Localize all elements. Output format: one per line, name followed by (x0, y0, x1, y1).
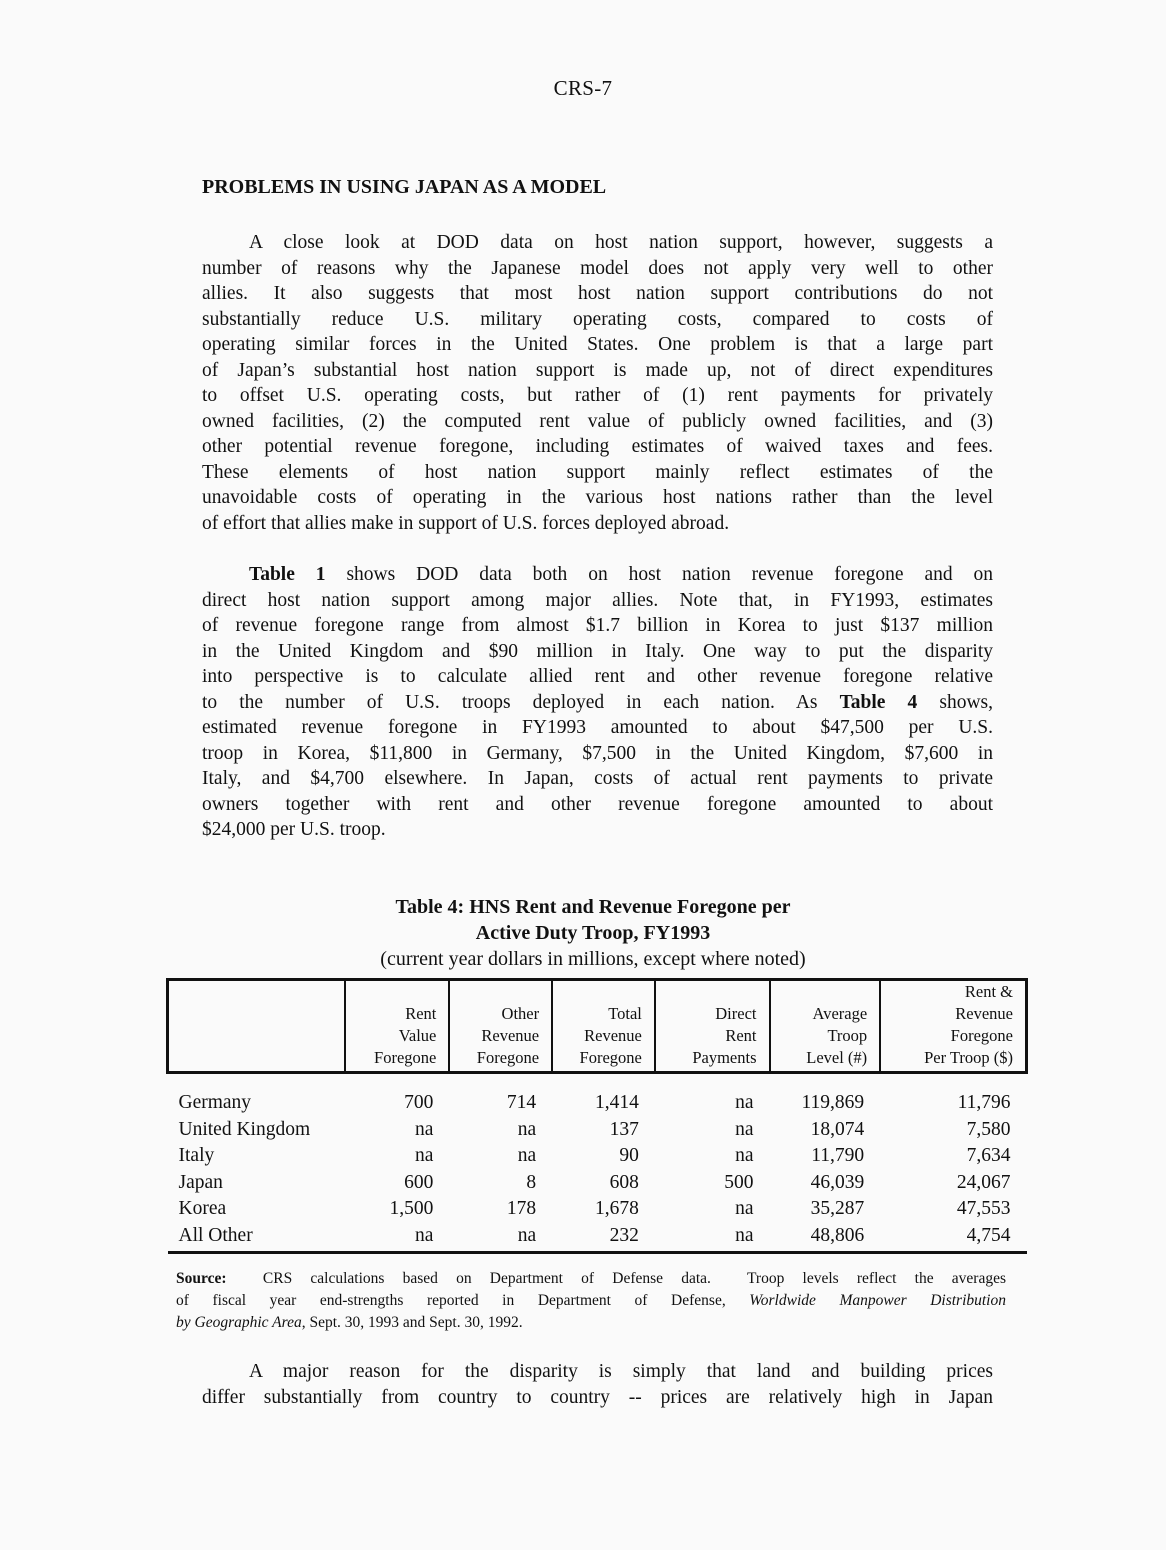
column-header (345, 980, 450, 1073)
value-cell-other-revenue: 714 (506, 1092, 537, 1113)
paragraph-line: of Japan’s substantial host nation support is made up, not of direct expenditures (202, 359, 993, 381)
country-cell: Japan (178, 1171, 223, 1193)
value-cell-troop-level: 48,806 (770, 1223, 881, 1253)
column-header (168, 980, 345, 1073)
value-cell-direct-rent: na (735, 1198, 754, 1219)
value-cell-rent-value: 700 (404, 1092, 434, 1113)
table-reference: Table 1 (249, 564, 326, 585)
value-cell-total-revenue: 1,678 (594, 1198, 639, 1219)
value-cell-direct-rent: na (735, 1145, 754, 1166)
value-cell-per-troop: 11,796 (957, 1092, 1011, 1113)
column-header-line: Other (501, 1004, 540, 1023)
column-header (552, 980, 655, 1073)
column-header (655, 980, 770, 1073)
value-cell-total-revenue: 232 (552, 1223, 655, 1253)
value-cell-direct-rent: na (655, 1223, 770, 1253)
column-header (449, 980, 552, 1073)
table-row (168, 1090, 1027, 1117)
paragraph-line: differ substantially from country to country -- prices are relatively high in Japan (202, 1386, 993, 1408)
publication-title: Worldwide Manpower Distribution (749, 1292, 1006, 1309)
value-cell-other-revenue: na (449, 1223, 552, 1253)
paragraph-line (202, 690, 993, 716)
column-header-line (775, 981, 868, 1003)
paragraph-line: in the United Kingdom and $90 million in Italy. One way to put the disparity (202, 640, 993, 662)
paragraph-line: into perspective is to calculate allied rent and other revenue foregone relative (202, 666, 993, 687)
column-header-line: Revenue (481, 1026, 540, 1045)
column-header-line (173, 981, 332, 1003)
source-text: of fiscal year end-strengths reported in Department of Defense, (176, 1292, 750, 1309)
paragraph-line: $24,000 per U.S. troop. (202, 819, 386, 840)
column-header-line: Total (608, 1004, 642, 1023)
spacer-cell (880, 1073, 1026, 1091)
table-row (168, 1143, 1027, 1170)
column-header-line: Rent (725, 1026, 757, 1045)
header-row (168, 980, 1027, 1073)
column-header-line (557, 981, 642, 1003)
value-cell-rent-value: na (414, 1118, 434, 1140)
value-cell-per-troop: 7,580 (966, 1118, 1011, 1140)
table-body (168, 1073, 1027, 1253)
paragraph-3 (202, 1359, 993, 1410)
value-cell-direct-rent: na (735, 1092, 754, 1113)
column-header-line: Foregone (374, 1048, 437, 1067)
column-header-line: Value (398, 1026, 437, 1045)
column-header-line: Rent & (964, 982, 1013, 1001)
column-header-line (454, 981, 539, 1003)
paragraph-line: owned facilities, (2) the computed rent value of publicly owned facilities, and (3) (202, 410, 993, 432)
column-header-line: Foregone (476, 1048, 540, 1067)
value-cell-troop-level: 46,039 (810, 1171, 865, 1193)
column-header-line: Foregone (950, 1026, 1013, 1045)
paragraph-text: shows DOD data both on host nation revenue foregone and on (325, 564, 994, 585)
column-header-line: Rent (405, 1004, 437, 1023)
value-cell-rent-value: na (414, 1145, 434, 1166)
value-cell-other-revenue: 8 (526, 1171, 537, 1193)
paragraph-line: Italy, and $4,700 elsewhere. In Japan, costs of actual rent payments to private (202, 768, 993, 789)
paragraph-2 (202, 562, 993, 843)
paragraph-line: allies. It also suggests that most host nation support contributions do not (202, 283, 993, 304)
country-cell: All Other (168, 1223, 345, 1253)
table-subtitle: (current year dollars in millions, except where noted) (380, 948, 806, 970)
spacer-cell (655, 1073, 770, 1091)
paragraph-line: to offset U.S. operating costs, but rather of (1) rent payments for privately (202, 385, 993, 406)
paragraph-text: to the number of U.S. troops deployed in each nation. As (202, 691, 840, 713)
paragraph-line: direct host nation support among major allies. Note that, in FY1993, estimates (202, 589, 993, 611)
table-title-line-2: Active Duty Troop, FY1993 (475, 922, 711, 944)
spacer-row (168, 1073, 1027, 1091)
value-cell-per-troop: 4,754 (880, 1223, 1026, 1253)
column-header-line (350, 981, 437, 1003)
paragraph-line: of revenue foregone range from almost $1.7 billion in Korea to just $137 million (202, 615, 993, 636)
paragraph-line: These elements of host nation support mainly reflect estimates of the (202, 461, 993, 483)
source-label: Source: (176, 1270, 227, 1287)
country-cell: Korea (178, 1198, 227, 1219)
publication-title: by Geographic Area (176, 1314, 302, 1331)
column-header-line: Payments (692, 1048, 757, 1067)
value-cell-other-revenue: 178 (506, 1198, 537, 1219)
value-cell-direct-rent: na (735, 1118, 754, 1140)
source-text: , Sept. 30, 1993 and Sept. 30, 1992. (301, 1314, 523, 1331)
table-title: Table 4: HNS Rent and Revenue Foregone per (395, 896, 791, 918)
value-cell-per-troop: 24,067 (956, 1171, 1011, 1193)
paragraph-1 (202, 230, 993, 536)
paragraph-line: of effort that allies make in support of U.S. forces deployed abroad. (202, 512, 730, 534)
table-row (168, 1196, 1027, 1223)
paragraph-line: estimated revenue foregone in FY1993 amounted to about $47,500 per U.S. (202, 717, 993, 738)
paragraph-line: unavoidable costs of operating in the various host nations rather than the level (202, 487, 993, 508)
paragraph-line (202, 562, 993, 588)
value-cell-total-revenue: 90 (619, 1145, 639, 1166)
column-header-line: Foregone (579, 1048, 642, 1067)
column-header-line: Per Troop ($) (924, 1048, 1013, 1067)
paragraph-line: A close look at DOD data on host nation support, however, suggests a (249, 232, 993, 253)
value-cell-other-revenue: na (517, 1118, 537, 1140)
column-header-line (173, 1047, 332, 1069)
value-cell-per-troop: 47,553 (956, 1198, 1011, 1219)
column-header-line: Average (812, 1004, 868, 1023)
data-table (166, 978, 1028, 1254)
spacer-cell (168, 1073, 345, 1091)
table-row (168, 1223, 1027, 1253)
column-header-line (173, 1025, 332, 1047)
spacer-cell (449, 1073, 552, 1091)
source-text: CRS calculations based on Department of Defense data. Troop levels reflect the averages (226, 1270, 1006, 1287)
value-cell-total-revenue: 1,414 (594, 1092, 639, 1113)
value-cell-direct-rent: 500 (724, 1171, 754, 1193)
column-header-line: Level (#) (806, 1048, 868, 1067)
table-row (168, 1170, 1027, 1197)
value-cell-troop-level: 18,074 (810, 1118, 865, 1140)
table-row (168, 1117, 1027, 1144)
paragraph-line: other potential revenue foregone, including estimates of waived taxes and fees. (202, 436, 993, 457)
value-cell-other-revenue: na (517, 1145, 537, 1166)
paragraph-line: number of reasons why the Japanese model does not apply very well to other (202, 257, 993, 279)
section-heading: PROBLEMS IN USING JAPAN AS A MODEL (202, 176, 607, 198)
value-cell-troop-level: 35,287 (810, 1198, 865, 1219)
column-header-line: Direct (715, 1004, 757, 1023)
paragraph-line: troop in Korea, $11,800 in Germany, $7,500 in the United Kingdom, $7,600 in (202, 742, 993, 764)
column-header (880, 980, 1026, 1073)
spacer-cell (552, 1073, 655, 1091)
spacer-cell (770, 1073, 881, 1091)
column-header-line: Troop (827, 1026, 868, 1045)
source-note (176, 1268, 1006, 1334)
paragraph-line: operating similar forces in the United States. One problem is that a large part (202, 334, 993, 355)
country-cell: Italy (178, 1145, 215, 1166)
value-cell-total-revenue: 137 (609, 1118, 639, 1140)
value-cell-per-troop: 7,634 (966, 1145, 1011, 1166)
value-cell-rent-value: na (345, 1223, 450, 1253)
paragraph-line: substantially reduce U.S. military operating costs, compared to costs of (202, 308, 993, 330)
page-number: CRS-7 (553, 76, 613, 100)
table-reference: Table 4 (839, 691, 918, 713)
column-header (770, 980, 881, 1073)
column-header-line: Revenue (955, 1004, 1013, 1023)
paragraph-text: shows, (917, 691, 994, 713)
value-cell-rent-value: 1,500 (389, 1198, 434, 1219)
source-line (176, 1290, 1006, 1312)
paragraph-line: owners together with rent and other revenue foregone amounted to about (202, 793, 993, 815)
value-cell-troop-level: 11,790 (811, 1145, 865, 1166)
paragraph-line: A major reason for the disparity is simply that land and building prices (249, 1361, 993, 1382)
country-cell: United Kingdom (178, 1118, 311, 1140)
spacer-cell (345, 1073, 450, 1091)
value-cell-troop-level: 119,869 (801, 1092, 865, 1113)
value-cell-total-revenue: 608 (609, 1171, 639, 1193)
source-line (176, 1312, 1006, 1334)
value-cell-rent-value: 600 (404, 1171, 434, 1193)
column-header-line: Revenue (584, 1026, 642, 1045)
source-line (176, 1268, 1006, 1290)
column-header-line (173, 1003, 332, 1025)
column-header-line (660, 981, 757, 1003)
country-cell: Germany (178, 1092, 252, 1113)
table-header (168, 980, 1027, 1073)
